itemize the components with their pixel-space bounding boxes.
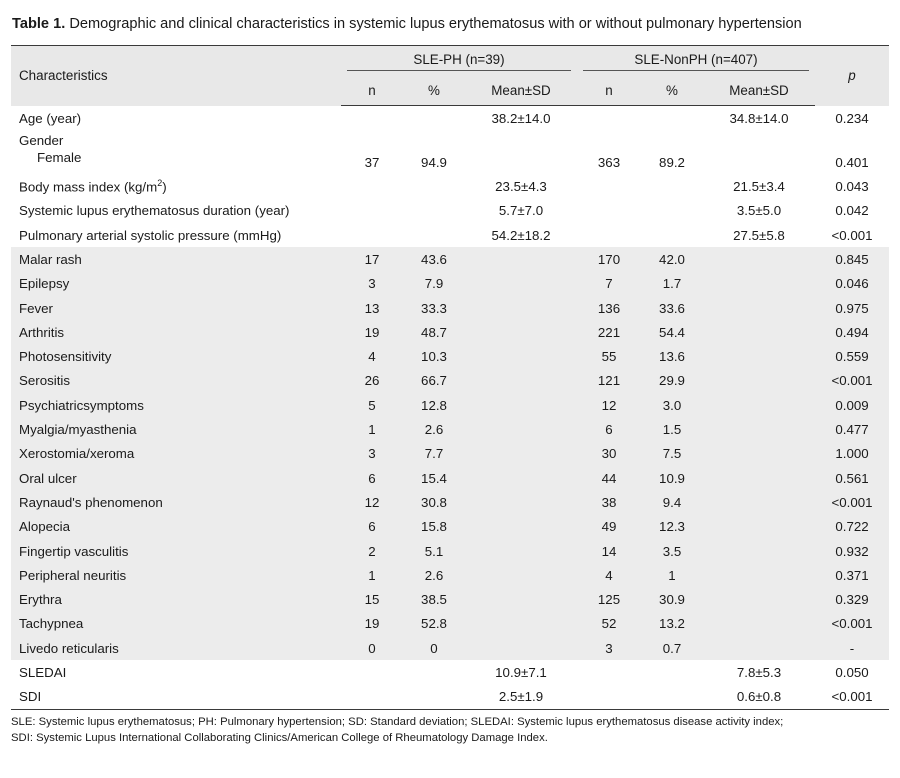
row-nonph-n: 12 <box>577 393 641 417</box>
row-ph-percent: 0 <box>403 636 465 660</box>
table-caption <box>0 0 900 45</box>
table-row <box>11 612 889 636</box>
row-nonph-meansd: 0.6±0.8 <box>703 685 815 710</box>
table-row <box>11 320 889 344</box>
row-p-value: 0.401 <box>835 155 869 171</box>
row-ph-meansd <box>465 417 577 441</box>
table-row <box>11 369 889 393</box>
row-nonph-meansd <box>703 490 815 514</box>
row-p-value: 0.845 <box>815 247 889 271</box>
row-nonph-percent: 7.5 <box>641 442 703 466</box>
row-p-value: 0.559 <box>815 345 889 369</box>
header-ph-meansd: Mean±SD <box>465 76 577 106</box>
table-row <box>11 442 889 466</box>
row-label: Fever <box>11 296 341 320</box>
row-ph-percent <box>403 660 465 684</box>
table-row <box>11 539 889 563</box>
table-row <box>11 199 889 223</box>
row-p-value: 0.009 <box>815 393 889 417</box>
row-nonph-n: 55 <box>577 345 641 369</box>
row-nonph-meansd: 27.5±5.8 <box>733 227 785 243</box>
row-p-value: 0.046 <box>815 272 889 296</box>
row-nonph-percent <box>641 199 703 223</box>
row-label: Gender Female <box>19 133 82 166</box>
row-label: Systemic lupus erythematosus duration (year) <box>19 203 290 219</box>
caption-label: Table 1. <box>12 16 66 32</box>
row-ph-meansd: 54.2±18.2 <box>491 227 551 243</box>
row-ph-n: 19 <box>341 612 403 636</box>
row-nonph-n: 52 <box>577 612 641 636</box>
row-nonph-meansd <box>703 296 815 320</box>
row-nonph-n: 221 <box>577 320 641 344</box>
row-ph-n: 17 <box>341 247 403 271</box>
row-nonph-n <box>577 660 641 684</box>
row-ph-percent: 15.4 <box>403 466 465 490</box>
row-nonph-meansd <box>703 247 815 271</box>
row-nonph-percent: 13.6 <box>641 345 703 369</box>
row-p-value: <0.001 <box>815 369 889 393</box>
row-nonph-n: 14 <box>577 539 641 563</box>
row-ph-percent: 7.7 <box>403 442 465 466</box>
row-ph-meansd <box>465 490 577 514</box>
table-row <box>11 588 889 612</box>
demographics-table <box>11 45 889 710</box>
header-characteristics: Characteristics <box>11 46 341 106</box>
row-ph-n: 13 <box>341 296 403 320</box>
table-row <box>11 130 889 174</box>
row-p-value: 0.043 <box>835 179 869 195</box>
row-label: Age (year) <box>19 110 82 126</box>
row-ph-percent: 5.1 <box>403 539 465 563</box>
row-p-value: 0.050 <box>835 665 869 681</box>
row-ph-percent: 7.9 <box>403 272 465 296</box>
row-ph-meansd: 2.5±1.9 <box>465 685 577 710</box>
row-ph-meansd <box>465 636 577 660</box>
row-nonph-n: 3 <box>577 636 641 660</box>
row-label: Serositis <box>11 369 341 393</box>
row-ph-percent: 33.3 <box>403 296 465 320</box>
row-nonph-meansd <box>703 515 815 539</box>
row-nonph-meansd <box>703 466 815 490</box>
row-ph-meansd <box>465 539 577 563</box>
table-row <box>11 466 889 490</box>
row-ph-n: 2 <box>341 539 403 563</box>
row-ph-n: 12 <box>341 490 403 514</box>
row-ph-percent: 12.8 <box>403 393 465 417</box>
row-p-value: 0.042 <box>835 203 869 219</box>
row-nonph-n <box>577 685 641 710</box>
row-ph-n: 1 <box>341 563 403 587</box>
row-ph-n: 4 <box>341 345 403 369</box>
row-ph-meansd: 38.2±14.0 <box>491 110 551 126</box>
row-ph-n: 6 <box>341 466 403 490</box>
footnote-line-2: SDI: Systemic Lupus International Collaborating Clinics/American College of Rheumatology Damage Index. <box>11 731 548 744</box>
row-label: Photosensitivity <box>11 345 341 369</box>
row-ph-meansd <box>465 130 577 174</box>
row-label: SLEDAI <box>19 665 67 681</box>
row-nonph-percent <box>641 660 703 684</box>
row-p-value: 0.561 <box>815 466 889 490</box>
row-nonph-percent: 54.4 <box>641 320 703 344</box>
row-ph-meansd <box>465 369 577 393</box>
row-ph-percent: 48.7 <box>403 320 465 344</box>
row-p-value: 1.000 <box>815 442 889 466</box>
table-row <box>11 106 889 131</box>
row-nonph-n: 6 <box>577 417 641 441</box>
row-ph-meansd <box>465 442 577 466</box>
row-nonph-meansd: 7.8±5.3 <box>736 665 782 681</box>
table-row <box>11 636 889 660</box>
row-p-value: 0.371 <box>815 563 889 587</box>
row-ph-n: 6 <box>341 515 403 539</box>
row-nonph-percent: 1.7 <box>641 272 703 296</box>
table-row <box>11 247 889 271</box>
row-ph-n: 26 <box>341 369 403 393</box>
row-nonph-meansd <box>703 588 815 612</box>
row-ph-meansd <box>465 588 577 612</box>
row-nonph-meansd: 3.5±5.0 <box>736 203 782 219</box>
row-label: Tachypnea <box>11 612 341 636</box>
row-nonph-meansd <box>703 130 815 174</box>
row-ph-percent: 94.9 <box>421 155 447 171</box>
row-label: Epilepsy <box>11 272 341 296</box>
row-ph-meansd <box>465 515 577 539</box>
row-nonph-n <box>577 199 641 223</box>
table-row <box>11 417 889 441</box>
row-nonph-meansd <box>703 417 815 441</box>
row-nonph-percent: 42.0 <box>641 247 703 271</box>
row-ph-n: 0 <box>341 636 403 660</box>
row-label: Oral ulcer <box>11 466 341 490</box>
row-ph-n: 5 <box>341 393 403 417</box>
row-ph-percent <box>403 174 465 198</box>
row-nonph-percent <box>641 223 703 247</box>
table-row <box>11 685 889 710</box>
row-nonph-n: 44 <box>577 466 641 490</box>
row-ph-percent: 43.6 <box>403 247 465 271</box>
row-ph-percent: 15.8 <box>403 515 465 539</box>
row-p-value: 0.477 <box>815 417 889 441</box>
row-label: Psychiatricsymptoms <box>11 393 341 417</box>
row-ph-meansd <box>465 345 577 369</box>
row-ph-meansd <box>465 393 577 417</box>
row-nonph-percent: 1.5 <box>641 417 703 441</box>
row-p-value: <0.001 <box>831 227 873 243</box>
row-p-value: 0.722 <box>815 515 889 539</box>
row-ph-n: 3 <box>341 442 403 466</box>
row-nonph-n: 30 <box>577 442 641 466</box>
row-ph-n: 1 <box>341 417 403 441</box>
row-ph-percent: 66.7 <box>403 369 465 393</box>
row-nonph-n: 363 <box>597 155 621 171</box>
row-ph-meansd <box>465 612 577 636</box>
row-ph-meansd <box>465 320 577 344</box>
row-nonph-percent: 3.5 <box>641 539 703 563</box>
row-nonph-meansd <box>703 393 815 417</box>
row-nonph-meansd: 34.8±14.0 <box>729 110 789 126</box>
row-nonph-meansd <box>703 563 815 587</box>
row-label: Raynaud's phenomenon <box>11 490 341 514</box>
row-nonph-percent: 3.0 <box>641 393 703 417</box>
row-nonph-percent: 30.9 <box>641 588 703 612</box>
row-nonph-n: 121 <box>577 369 641 393</box>
row-ph-meansd <box>465 466 577 490</box>
row-label: Peripheral neuritis <box>11 563 341 587</box>
row-nonph-meansd: 21.5±3.4 <box>733 179 785 195</box>
table-row <box>11 272 889 296</box>
row-nonph-n: 38 <box>577 490 641 514</box>
table-row <box>11 296 889 320</box>
row-nonph-percent: 33.6 <box>641 296 703 320</box>
row-ph-percent <box>403 199 465 223</box>
table-footnote <box>11 715 889 747</box>
row-nonph-meansd <box>703 539 815 563</box>
row-p-value: <0.001 <box>815 612 889 636</box>
row-label: Body mass index $(kg/m^2)$ <box>19 178 167 195</box>
row-label: Xerostomia/xeroma <box>11 442 341 466</box>
row-label: Fingertip vasculitis <box>11 539 341 563</box>
row-nonph-n <box>577 106 641 131</box>
row-ph-meansd: 10.9±7.1 <box>495 665 547 681</box>
row-label: Pulmonary arterial systolic pressure (mmHg) <box>19 227 282 243</box>
row-p-value: 0.234 <box>835 110 869 126</box>
row-nonph-n <box>577 174 641 198</box>
table-row <box>11 345 889 369</box>
row-ph-n: 3 <box>341 272 403 296</box>
row-p-value: <0.001 <box>815 685 889 710</box>
row-nonph-percent: 1 <box>641 563 703 587</box>
header-group-sle-ph-label: SLE-PH (n=39) <box>347 52 571 71</box>
row-label: Malar rash <box>11 247 341 271</box>
row-nonph-meansd <box>703 369 815 393</box>
row-nonph-meansd <box>703 272 815 296</box>
table-body <box>11 106 889 710</box>
table-row <box>11 563 889 587</box>
row-nonph-meansd <box>703 636 815 660</box>
row-nonph-percent: 29.9 <box>641 369 703 393</box>
row-ph-n <box>341 199 403 223</box>
row-ph-percent: 10.3 <box>403 345 465 369</box>
row-p-value: - <box>815 636 889 660</box>
header-group-sle-nonph <box>577 46 815 77</box>
row-ph-n <box>341 660 403 684</box>
row-ph-percent: 2.6 <box>403 563 465 587</box>
row-ph-n <box>341 106 403 131</box>
row-ph-meansd <box>465 563 577 587</box>
row-nonph-n: 136 <box>577 296 641 320</box>
row-ph-n: 15 <box>341 588 403 612</box>
row-nonph-meansd <box>703 442 815 466</box>
row-label: Erythra <box>11 588 341 612</box>
row-nonph-percent <box>641 174 703 198</box>
row-label: Alopecia <box>11 515 341 539</box>
row-ph-n <box>341 685 403 710</box>
row-label: Arthritis <box>11 320 341 344</box>
header-ph-percent: % <box>403 76 465 106</box>
row-p-value: 0.494 <box>815 320 889 344</box>
row-ph-n: 37 <box>364 155 380 171</box>
row-ph-percent: 2.6 <box>403 417 465 441</box>
table-row <box>11 660 889 684</box>
row-p-value: 0.932 <box>815 539 889 563</box>
row-ph-meansd <box>465 296 577 320</box>
header-ph-n: n <box>341 76 403 106</box>
row-ph-n <box>341 174 403 198</box>
row-nonph-n: 170 <box>577 247 641 271</box>
caption-text: Demographic and clinical characteristics in systemic lupus erythematosus with or without pulmonary hypertension <box>69 16 802 32</box>
row-ph-percent <box>403 223 465 247</box>
row-p-value: 0.975 <box>815 296 889 320</box>
row-ph-meansd <box>465 247 577 271</box>
row-nonph-meansd <box>703 345 815 369</box>
row-ph-n: 19 <box>341 320 403 344</box>
footnote-line-1: SLE: Systemic lupus erythematosus; PH: Pulmonary hypertension; SD: Standard deviation; SLEDAI: Systemic lupus erythematosus disease activity index; <box>11 715 784 728</box>
row-nonph-percent: 10.9 <box>641 466 703 490</box>
row-nonph-percent <box>641 685 703 710</box>
header-nonph-percent: % <box>641 76 703 106</box>
row-nonph-percent: 89.2 <box>659 155 685 171</box>
row-label: Myalgia/myasthenia <box>11 417 341 441</box>
header-nonph-meansd: Mean±SD <box>703 76 815 106</box>
row-ph-meansd: 5.7±7.0 <box>498 203 544 219</box>
row-nonph-meansd <box>703 612 815 636</box>
header-nonph-n: n <box>577 76 641 106</box>
row-nonph-percent: 9.4 <box>641 490 703 514</box>
row-label: SDI <box>11 685 341 710</box>
row-p-value: 0.329 <box>815 588 889 612</box>
header-p-value: p <box>815 46 889 106</box>
row-ph-percent: 38.5 <box>403 588 465 612</box>
table-header-groups <box>11 46 889 77</box>
row-ph-meansd <box>465 272 577 296</box>
row-label: Livedo reticularis <box>11 636 341 660</box>
row-p-value: <0.001 <box>815 490 889 514</box>
row-ph-percent <box>403 106 465 131</box>
row-nonph-n: 7 <box>577 272 641 296</box>
row-ph-n <box>341 223 403 247</box>
row-ph-meansd: 23.5±4.3 <box>495 179 547 195</box>
table-head <box>11 46 889 106</box>
table-row <box>11 393 889 417</box>
row-nonph-meansd <box>703 320 815 344</box>
row-nonph-n: 4 <box>577 563 641 587</box>
row-nonph-n <box>577 223 641 247</box>
row-ph-percent <box>403 685 465 710</box>
row-nonph-percent: 13.2 <box>641 612 703 636</box>
header-group-sle-ph <box>341 46 577 77</box>
table-row <box>11 174 889 198</box>
table-row <box>11 515 889 539</box>
table-row <box>11 223 889 247</box>
row-nonph-n: 125 <box>577 588 641 612</box>
row-nonph-percent: 12.3 <box>641 515 703 539</box>
row-nonph-n: 49 <box>577 515 641 539</box>
header-group-sle-nonph-label: SLE-NonPH (n=407) <box>583 52 809 71</box>
row-nonph-percent <box>641 106 703 131</box>
row-nonph-percent: 0.7 <box>641 636 703 660</box>
row-ph-percent: 52.8 <box>403 612 465 636</box>
table-row <box>11 490 889 514</box>
row-ph-percent: 30.8 <box>403 490 465 514</box>
